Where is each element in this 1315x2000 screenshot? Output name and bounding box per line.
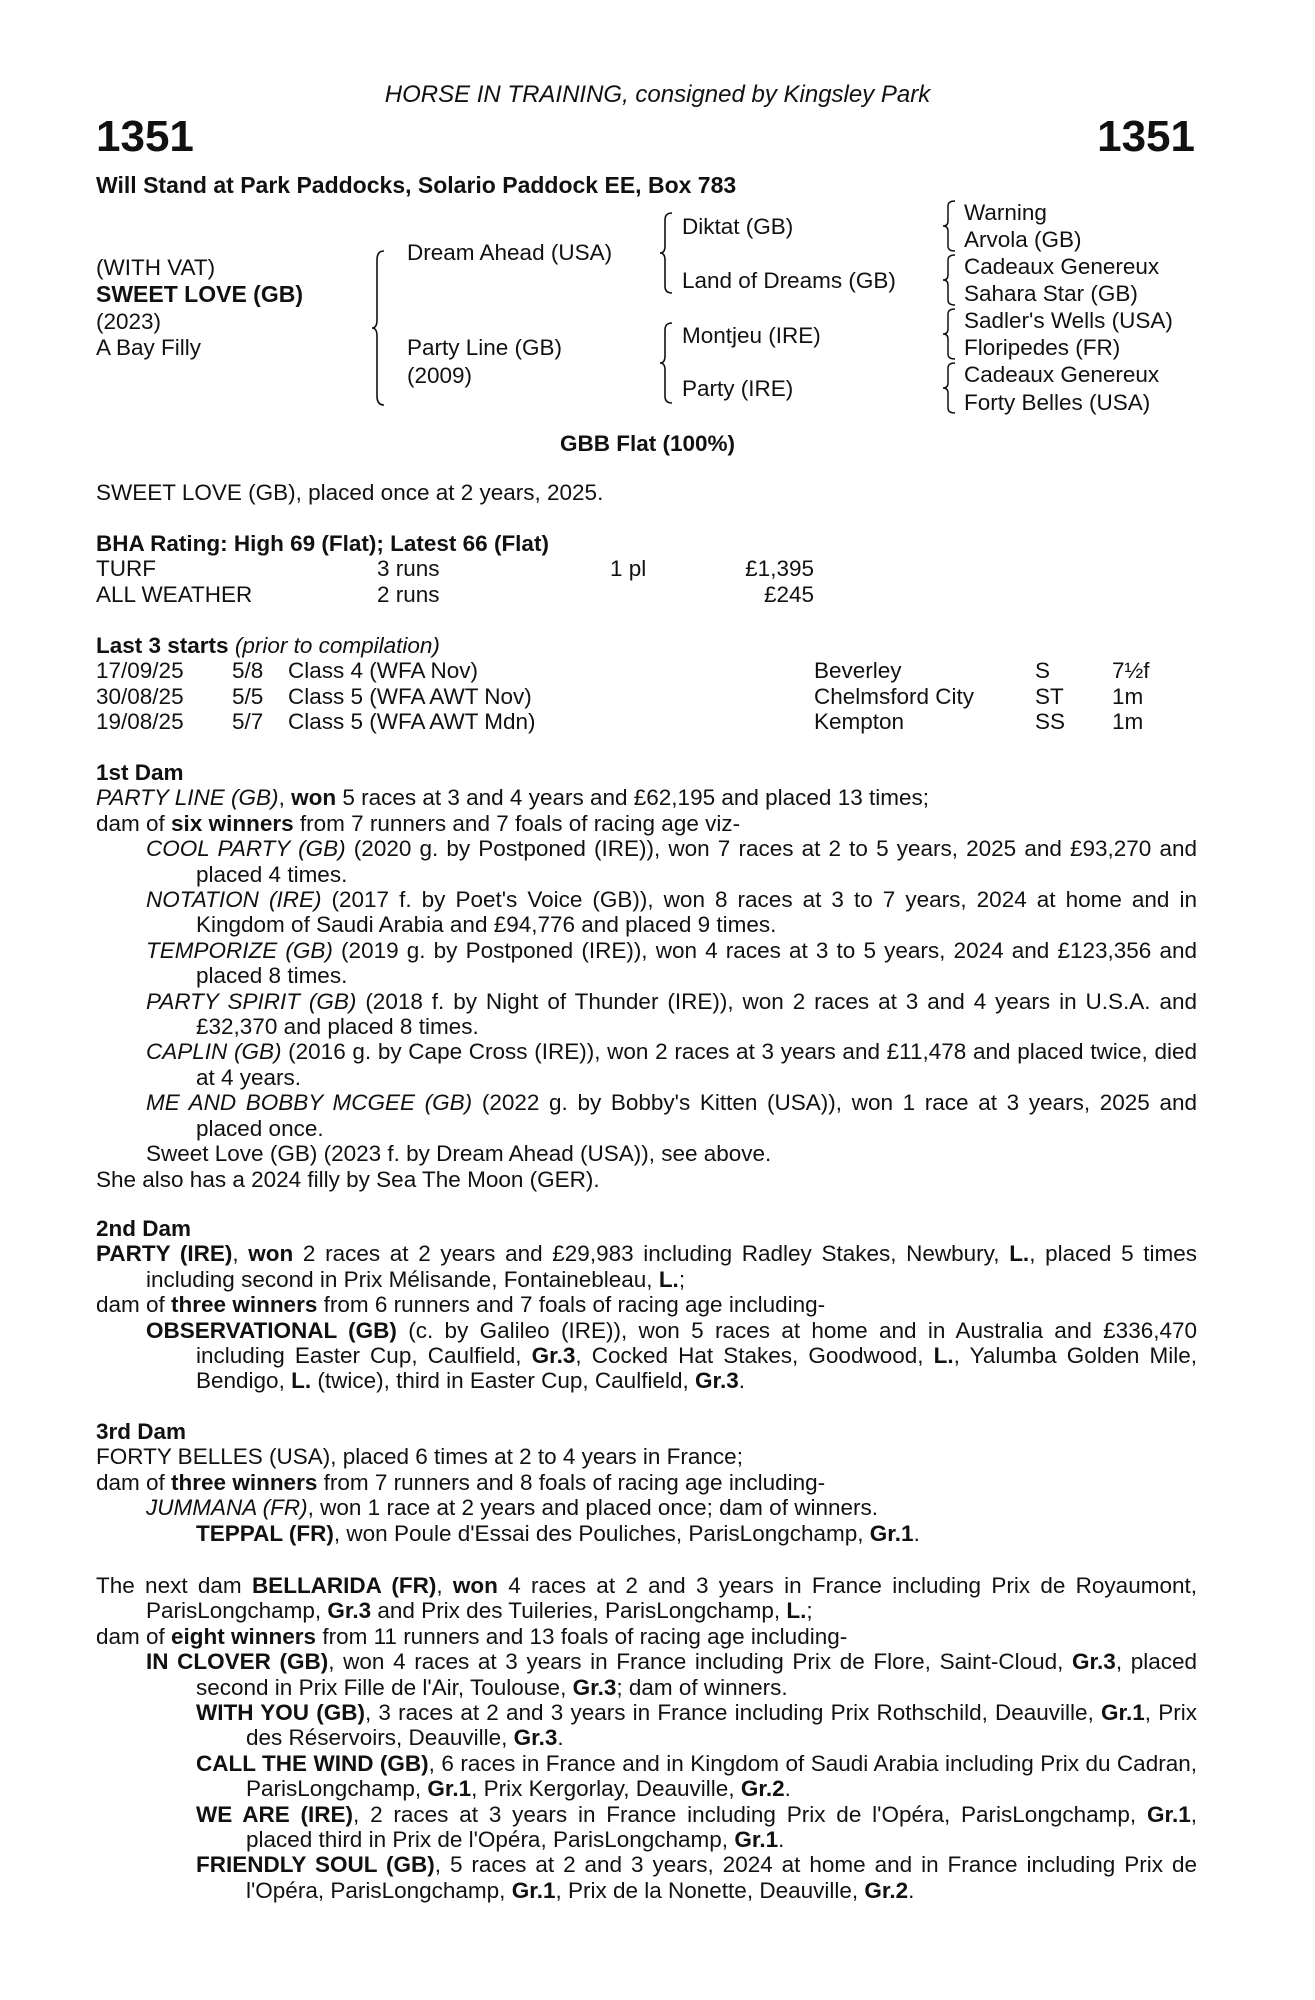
start-going: S [1035, 658, 1051, 684]
start-row [96, 684, 1197, 709]
text-run: Gr.3 [1072, 1649, 1116, 1675]
text-run: Gr.2 [740, 1776, 785, 1802]
text-run: eight winners [171, 1623, 317, 1649]
text-run: L. [933, 1343, 954, 1369]
text-run: , won Poule d'Essai des Pouliches, ParisLongchamp, [333, 1520, 870, 1546]
produce-record [96, 1700, 1197, 1751]
runs: 3 runs [377, 556, 440, 582]
start-pos: 5/7 [232, 709, 264, 735]
produce-record [96, 811, 1197, 836]
text-run: , placed third in Prix de l'Opéra, ParisLongchamp, [246, 1801, 1197, 1853]
ancestor: Cadeaux Genereux [964, 362, 1160, 387]
produce-record [96, 1241, 1197, 1292]
last-3-starts [96, 633, 1197, 735]
start-course: Kempton [814, 709, 905, 735]
produce-record [96, 1444, 1197, 1469]
dam-sire: Montjeu (IRE) [682, 323, 821, 348]
text-run: , [232, 1241, 249, 1267]
text-run: FORTY BELLES (USA), placed 6 times at 2 to 4 years in France; [96, 1444, 743, 1470]
produce-record [96, 1141, 1197, 1166]
text-run: ; [806, 1598, 813, 1624]
text-run: . [784, 1776, 791, 1802]
produce-record [96, 1039, 1197, 1090]
text-run: , placed 5 times including second in Prix Mélisande, Fontainebleau, [146, 1241, 1197, 1292]
text-run: from 7 runners and 8 foals of racing age including- [317, 1469, 826, 1495]
start-pos: 5/5 [232, 683, 264, 709]
pedigree-brace [943, 308, 957, 360]
text-run: , placed second in Prix Fille de l'Air, Toulouse, [196, 1649, 1198, 1700]
start-pos: 5/8 [232, 658, 264, 684]
text-run: , Prix des Réservoirs, Deauville, [246, 1700, 1197, 1751]
section-heading: 2nd Dam [96, 1216, 192, 1241]
text-run: from 6 runners and 7 foals of racing age including- [317, 1292, 826, 1318]
text-run: Gr.1 [427, 1776, 472, 1802]
vat-note: (WITH VAT) [96, 255, 216, 280]
dam-dam: Party (IRE) [682, 376, 794, 401]
text-run: Gr.2 [864, 1877, 909, 1903]
text-run: (2018 f. by Night of Thunder (IRE)), won 2 races at 3 and 4 years in U.S.A. and £32,370 and placed 8 times. [196, 988, 1197, 1040]
start-race: Class 4 (WFA Nov) [288, 658, 479, 684]
text-run: 5 races at 3 and 4 years and £62,195 and placed 13 times; [336, 785, 929, 811]
text-run: ; dam of winners. [616, 1674, 788, 1700]
surface: TURF [96, 556, 156, 582]
ancestor: Sadler's Wells (USA) [964, 308, 1173, 333]
prize-money: £245 [763, 581, 814, 607]
text-run: L. [291, 1368, 312, 1394]
text-run: . [908, 1877, 915, 1903]
produce-record [96, 1802, 1197, 1853]
produce-record [96, 989, 1197, 1040]
text-run: , Yalumba Golden Mile, Bendigo, [196, 1343, 1197, 1394]
produce-record [96, 938, 1197, 989]
text-run: , [436, 1573, 453, 1598]
start-date: 19/08/25 [96, 709, 184, 735]
text-run: The next dam [96, 1573, 252, 1598]
text-run: 2 races at 2 years and £29,983 including Radley Stakes, Newbury, [293, 1241, 1010, 1267]
text-run: and Prix des Tuileries, ParisLongchamp, [371, 1598, 787, 1624]
text-run: dam of [96, 1292, 172, 1318]
text-run: OBSERVATIONAL (GB) [146, 1317, 397, 1343]
horse-name: SWEET LOVE (GB) [96, 281, 303, 307]
section-heading: 1st Dam [96, 760, 184, 785]
text-run: won [248, 1241, 294, 1267]
sire-dam: Land of Dreams (GB) [682, 268, 896, 293]
start-race: Class 5 (WFA AWT Mdn) [288, 709, 536, 735]
text-run: , Cocked Hat Stakes, Goodwood, [575, 1343, 934, 1369]
text-run: (2016 g. by Cape Cross (IRE)), won 2 races at 3 years and £11,478 and placed twice, died at 4 years. [196, 1039, 1197, 1090]
start-course: Beverley [814, 658, 902, 684]
text-run: ; [678, 1266, 686, 1292]
text-run: dam of [96, 1469, 172, 1495]
text-run: won [291, 785, 337, 811]
text-run: (2017 f. by Poet's Voice (GB)), won 8 races at 3 to 7 years, 2024 at home and in Kingdom of Saudi Arabia and £94,776 and placed 9 times. [196, 887, 1197, 938]
produce-record [96, 1573, 1197, 1624]
start-row [96, 658, 1197, 683]
text-run: dam of [96, 1623, 172, 1649]
text-run: PARTY SPIRIT (GB) [146, 988, 357, 1014]
text-run: , won 4 races at 3 years in France including Prix de Flore, Saint-Cloud, [328, 1649, 1073, 1675]
text-run: . [557, 1725, 564, 1751]
text-run: Gr.1 [734, 1827, 779, 1853]
text-run: three winners [171, 1292, 318, 1318]
start-date: 30/08/25 [96, 683, 184, 709]
text-run: Gr.3 [531, 1343, 576, 1369]
text-run: She also has a 2024 filly by Sea The Moon (GER). [96, 1166, 600, 1192]
text-run: six winners [171, 810, 294, 836]
ancestor: Cadeaux Genereux [964, 254, 1160, 279]
pedigree-brace [660, 322, 674, 404]
text-run: ME AND BOBBY MCGEE (GB) [146, 1090, 473, 1116]
text-run: IN CLOVER (GB) [146, 1649, 329, 1675]
text-run: L. [1009, 1241, 1030, 1267]
produce-record [96, 887, 1197, 938]
start-race: Class 5 (WFA AWT Nov) [288, 683, 532, 709]
start-going: SS [1035, 709, 1066, 735]
text-run: , 5 races at 2 and 3 years, 2024 at home and in France including Prix de l'Opéra, ParisLongchamp, [246, 1852, 1197, 1903]
text-run: won [452, 1573, 498, 1598]
start-dist: 7½f [1112, 658, 1150, 684]
text-run: JUMMANA (FR) [146, 1495, 308, 1521]
text-run: Gr.3 [513, 1725, 558, 1751]
text-run: (2022 g. by Bobby's Kitten (USA)), won 1 race at 3 years, 2025 and placed once. [196, 1090, 1197, 1141]
placed: 1 pl [610, 556, 647, 582]
text-run: Sweet Love (GB) (2023 f. by Dream Ahead (USA)), see above. [146, 1141, 772, 1167]
text-run: Gr.3 [572, 1674, 617, 1700]
text-run: Gr.1 [869, 1520, 914, 1546]
text-run: CALL THE WIND (GB) [196, 1750, 429, 1776]
stand-location: Will Stand at Park Paddocks, Solario Paddock EE, Box 783 [96, 172, 737, 198]
lot-number-left: 1351 [96, 112, 194, 161]
dam-year: (2009) [407, 363, 473, 388]
dam-section [96, 760, 1197, 1192]
horse-description: A Bay Filly [96, 335, 202, 360]
text-run: (c. by Galileo (IRE)), won 5 races at home and in Australia and £336,470 including Easter Cup, Caulfield, [196, 1317, 1198, 1369]
text-run: Gr.3 [327, 1598, 372, 1624]
dam-section [96, 1419, 1197, 1546]
prize-money: £1,395 [745, 556, 814, 582]
dam-section [96, 1216, 1197, 1394]
text-run: from 7 runners and 7 foals of racing age viz- [293, 810, 741, 836]
produce-record [96, 1292, 1197, 1317]
produce-record [96, 1470, 1197, 1495]
text-run: L. [658, 1266, 679, 1292]
text-run: TEPPAL (FR) [196, 1520, 334, 1546]
start-course: Chelmsford City [814, 683, 975, 709]
catalogue-header: HORSE IN TRAINING, consigned by Kingsley Park [384, 81, 931, 108]
text-run: . [738, 1368, 746, 1394]
text-run: CAPLIN (GB) [146, 1039, 282, 1065]
horse-year: (2023) [96, 309, 162, 334]
bha-title: BHA Rating: High 69 (Flat); Latest 66 (Flat) [96, 531, 549, 556]
produce-record [96, 1521, 1197, 1546]
surface: ALL WEATHER [96, 581, 253, 607]
produce-record [96, 1318, 1197, 1394]
pedigree-brace [943, 362, 957, 414]
ancestor: Warning [964, 200, 1047, 225]
text-run: dam of [96, 810, 172, 836]
produce-record [96, 1649, 1197, 1700]
text-run: . [778, 1827, 785, 1853]
text-run: , won 1 race at 2 years and placed once; dam of winners. [307, 1495, 878, 1521]
section-heading: 3rd Dam [96, 1419, 187, 1444]
text-run: , 2 races at 3 years in France including Prix de l'Opéra, ParisLongchamp, [353, 1801, 1147, 1827]
produce-record [96, 1852, 1197, 1903]
text-run: Gr.3 [694, 1368, 739, 1394]
pedigree-brace [943, 254, 957, 306]
text-run: BELLARIDA (FR) [251, 1573, 437, 1598]
text-run: , 3 races at 2 and 3 years in France including Prix Rothschild, Deauville, [364, 1700, 1102, 1726]
runs: 2 runs [377, 581, 440, 607]
text-run: , [278, 785, 292, 811]
produce-record [96, 1090, 1197, 1141]
produce-record [96, 1167, 1197, 1192]
record-row-all-weather [96, 582, 1197, 607]
text-run: (twice), third in Easter Cup, Caulfield, [311, 1368, 695, 1394]
sire: Dream Ahead (USA) [407, 240, 613, 265]
produce-record [96, 836, 1197, 887]
text-run: , 6 races in France and in Kingdom of Saudi Arabia including Prix du Cadran, ParisLongchamp, [246, 1750, 1197, 1802]
produce-record [96, 1495, 1197, 1520]
sire-sire: Diktat (GB) [682, 214, 794, 239]
pedigree-brace [660, 212, 674, 294]
text-run: 4 races at 2 and 3 years in France including Prix de Royaumont, ParisLongchamp, [146, 1573, 1197, 1624]
text-run: NOTATION (IRE) [146, 887, 322, 913]
text-run: Gr.1 [511, 1877, 556, 1903]
start-row [96, 709, 1197, 734]
ancestor: Floripedes (FR) [964, 335, 1121, 360]
start-date: 17/09/25 [96, 658, 184, 684]
text-run: Gr.1 [1101, 1700, 1145, 1726]
ancestor: Sahara Star (GB) [964, 281, 1138, 306]
gbb-status: GBB Flat (100%) [559, 431, 736, 456]
start-dist: 1m [1112, 683, 1144, 709]
text-run: PARTY LINE (GB) [96, 785, 279, 811]
record-row-turf [96, 556, 1197, 581]
text-run: three winners [171, 1469, 318, 1495]
text-run: WE ARE (IRE) [196, 1801, 354, 1827]
text-run: (2019 g. by Postponed (IRE)), won 4 races at 3 to 5 years, 2024 and £123,356 and placed 8 times. [196, 937, 1197, 989]
pedigree-brace [943, 200, 957, 252]
bha-rating [96, 531, 1197, 607]
start-dist: 1m [1112, 709, 1144, 735]
pedigree-brace [372, 250, 386, 406]
race-summary: SWEET LOVE (GB), placed once at 2 years, 2025. [96, 480, 604, 505]
produce-record [96, 1751, 1197, 1802]
text-run: TEMPORIZE (GB) [146, 937, 333, 963]
text-run: from 11 runners and 13 foals of racing age including- [316, 1623, 848, 1649]
text-run: PARTY (IRE) [96, 1241, 233, 1267]
text-run: , Prix Kergorlay, Deauville, [471, 1776, 741, 1802]
text-run: COOL PARTY (GB) [146, 836, 346, 862]
dam-section [96, 1573, 1197, 1903]
produce-record [96, 1624, 1197, 1649]
produce-record [96, 785, 1197, 810]
ancestor: Forty Belles (USA) [964, 390, 1151, 415]
start-going: ST [1035, 683, 1064, 709]
ancestor: Arvola (GB) [964, 227, 1082, 252]
text-run: Gr.1 [1146, 1801, 1191, 1827]
last3-note: (prior to compilation) [234, 633, 440, 658]
text-run: L. [786, 1598, 807, 1624]
text-run: , Prix de la Nonette, Deauville, [555, 1877, 865, 1903]
last3-title: Last 3 starts [96, 633, 229, 658]
text-run: FRIENDLY SOUL (GB) [196, 1852, 435, 1878]
text-run: WITH YOU (GB) [196, 1700, 365, 1726]
text-run: (2020 g. by Postponed (IRE)), won 7 races at 2 to 5 years, 2025 and £93,270 and placed 4 times. [196, 836, 1198, 887]
dam: Party Line (GB) [407, 335, 563, 360]
text-run: . [913, 1520, 920, 1546]
lot-number-right: 1351 [1097, 112, 1195, 161]
